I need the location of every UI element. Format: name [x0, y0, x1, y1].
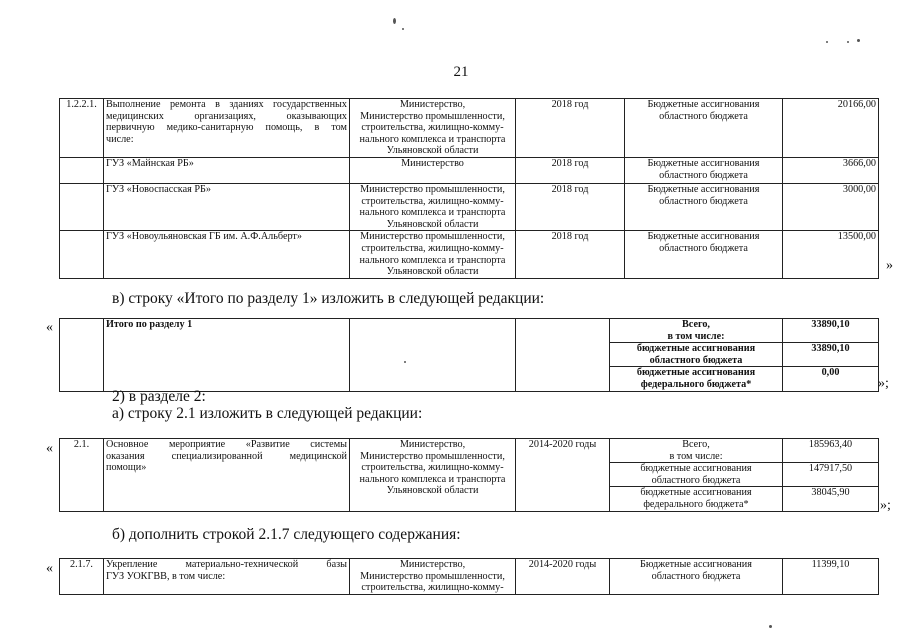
responsible: Министерство	[350, 157, 516, 183]
responsible: Министерство, Министерство промышленности, строительства, жилищно-комму-	[350, 559, 516, 595]
amount: 147917,50	[783, 463, 879, 487]
funding-source: Бюджетные ассигнования областного бюджета	[625, 231, 783, 278]
opening-quote: «	[46, 561, 53, 576]
table-row-2-1-7	[59, 558, 879, 595]
funding-source: Бюджетные ассигнования областного бюджета	[625, 183, 783, 230]
period: 2018 год	[516, 157, 625, 183]
row-number: 2.1.	[60, 439, 104, 512]
closing-quote: »;	[878, 376, 889, 391]
amount: 3666,00	[783, 157, 879, 183]
amount: 33890,10	[783, 319, 879, 343]
measure-name: Основное мероприятие «Развитие системы оказания специализированной медицинской помощи»	[104, 439, 350, 512]
period: 2018 год	[516, 99, 625, 158]
paragraph-b: б) дополнить строкой 2.1.7 следующего содержания:	[112, 526, 461, 543]
measure-name: ГУЗ «Новоспасская РБ»	[104, 183, 350, 230]
period: 2014-2020 годы	[516, 439, 610, 512]
table-row	[60, 99, 879, 158]
paragraph-v: в) строку «Итого по разделу 1» изложить в следующей редакции:	[112, 290, 545, 307]
responsible: Министерство промышленности, строительства, жилищно-комму- нального комплекса и транспорта Ульяновской области	[350, 231, 516, 278]
responsible: Министерство промышленности, строительства, жилищно-комму- нального комплекса и транспорта Ульяновской области	[350, 183, 516, 230]
responsible: Министерство, Министерство промышленности, строительства, жилищно-комму- нального комплекса и транспорта Ульяновской области	[350, 439, 516, 512]
responsible: Министерство, Министерство промышленности, строительства, жилищно-комму- нального комплекса и транспорта Ульяновской области	[350, 99, 516, 158]
scan-speck	[847, 41, 849, 43]
funding-source: Бюджетные ассигнования областного бюджета	[625, 99, 783, 158]
period: 2018 год	[516, 183, 625, 230]
row-number: 2.1.7.	[60, 559, 104, 595]
table-row-2-1	[59, 438, 879, 512]
amount: 13500,00	[783, 231, 879, 278]
table-row	[60, 157, 879, 183]
row-number: 1.2.2.1.	[60, 99, 104, 158]
table-section1-total	[59, 318, 879, 392]
scan-speck	[857, 39, 860, 42]
amount: 11399,10	[783, 559, 879, 595]
scan-speck	[402, 28, 404, 30]
page-number: 21	[453, 64, 469, 80]
amount: 38045,90	[783, 487, 879, 511]
funding-source: Всего, в том числе:	[610, 319, 783, 343]
scan-speck	[393, 18, 396, 24]
total-label: Итого по разделу 1	[104, 319, 350, 392]
closing-quote: »	[886, 258, 893, 273]
opening-quote: «	[46, 320, 53, 335]
funding-source: Бюджетные ассигнования областного бюджета	[610, 559, 783, 595]
table-row	[60, 319, 879, 343]
funding-source: Всего, в том числе:	[610, 439, 783, 463]
amount: 185963,40	[783, 439, 879, 463]
funding-source: бюджетные ассигнования областного бюджета	[610, 343, 783, 367]
funding-source: бюджетные ассигнования областного бюджета	[610, 463, 783, 487]
funding-source: бюджетные ассигнования федерального бюджета*	[610, 487, 783, 511]
measure-name: Выполнение ремонта в зданиях государственных медицинских организациях, оказывающих первичную медико-санитарную помощь, в том числе:	[104, 99, 350, 158]
period: 2018 год	[516, 231, 625, 278]
funding-source: бюджетные ассигнования федерального бюджета*	[610, 367, 783, 391]
scan-speck	[826, 41, 828, 43]
table-row	[60, 183, 879, 230]
funding-source: Бюджетные ассигнования областного бюджета	[625, 157, 783, 183]
table-row	[60, 231, 879, 278]
closing-quote: »;	[880, 498, 891, 513]
amount: 20166,00	[783, 99, 879, 158]
measure-name: Укрепление материально-технической базы ГУЗ УОКГВВ, в том числе:	[104, 559, 350, 595]
opening-quote: «	[46, 441, 53, 456]
scan-speck	[769, 625, 772, 628]
table-section1-rows	[59, 98, 879, 279]
period: 2014-2020 годы	[516, 559, 610, 595]
paragraph-2: 2) в разделе 2:	[112, 388, 206, 405]
measure-name: ГУЗ «Новоульяновская ГБ им. А.Ф.Альберт»	[104, 231, 350, 278]
measure-name: ГУЗ «Майнская РБ»	[104, 157, 350, 183]
paragraph-a: а) строку 2.1 изложить в следующей редакции:	[112, 405, 423, 422]
table-row	[60, 559, 879, 595]
amount: 0,00	[783, 367, 879, 391]
table-row	[60, 439, 879, 463]
amount: 3000,00	[783, 183, 879, 230]
amount: 33890,10	[783, 343, 879, 367]
